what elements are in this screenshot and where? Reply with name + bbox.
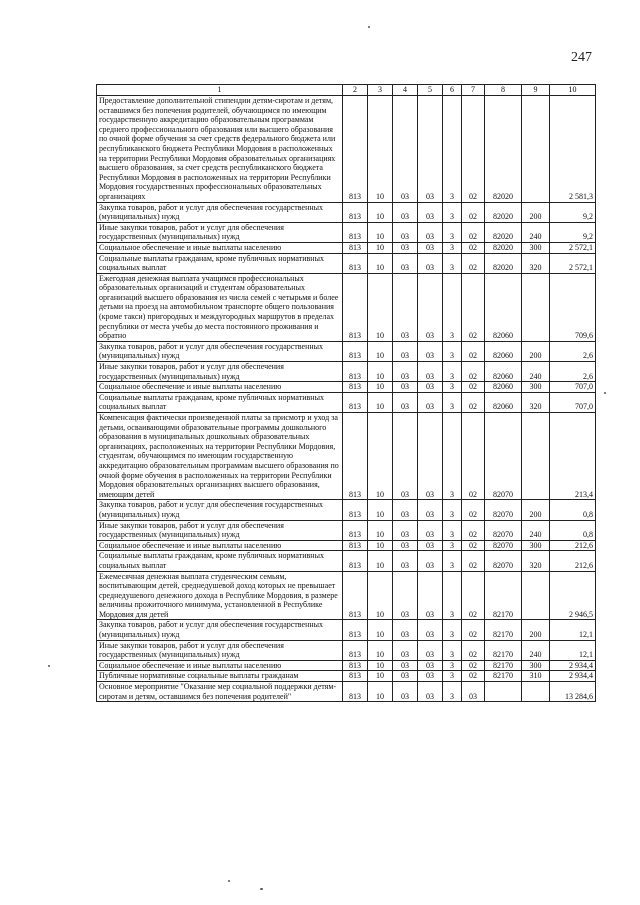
row-amount: 13 284,6 xyxy=(550,682,596,702)
cell-code: 813 xyxy=(343,682,368,702)
row-amount: 2,6 xyxy=(550,362,596,382)
row-description: Компенсация фактически произведенной платы за присмотр и уход за детьми, осваивающими образовательные программы дошкольного образования в муниципальных дошкольных образовательных организациях, расположенных на территории Республики Мордовия, студентам, обучающимся по имеющим государственную аккредитацию образовательным программам высшего образования по очной форме обучения в расположенных на территории Республики Мордовия образовательных организациях высшего образования, имеющим детей xyxy=(97,413,343,500)
cell-code: 03 xyxy=(393,202,418,222)
row-amount: 2 946,5 xyxy=(550,571,596,620)
cell-code: 82070 xyxy=(485,551,522,571)
row-description: Публичные нормативные социальные выплаты гражданам xyxy=(97,671,343,682)
row-description: Закупка товаров, работ и услуг для обеспечения государственных (муниципальных) нужд xyxy=(97,620,343,640)
row-description: Закупка товаров, работ и услуг для обеспечения государственных (муниципальных) нужд xyxy=(97,202,343,222)
table-row xyxy=(97,640,596,660)
cell-code: 10 xyxy=(368,671,393,682)
row-amount: 12,1 xyxy=(550,620,596,640)
cell-code: 3 xyxy=(443,671,462,682)
cell-code: 03 xyxy=(418,671,443,682)
cell-code: 03 xyxy=(418,660,443,671)
cell-code: 3 xyxy=(443,682,462,702)
column-header: 8 xyxy=(485,85,522,96)
cell-code: 03 xyxy=(393,96,418,203)
cell-code: 300 xyxy=(522,242,550,253)
row-description: Социальное обеспечение и иные выплаты населению xyxy=(97,382,343,393)
cell-code: 82060 xyxy=(485,382,522,393)
cell-code: 10 xyxy=(368,96,393,203)
cell-code: 10 xyxy=(368,551,393,571)
cell-code: 10 xyxy=(368,413,393,500)
cell-code: 03 xyxy=(393,540,418,551)
cell-code: 82020 xyxy=(485,222,522,242)
cell-code: 03 xyxy=(393,640,418,660)
cell-code xyxy=(522,571,550,620)
cell-code: 02 xyxy=(462,382,485,393)
table-row xyxy=(97,202,596,222)
cell-code: 82060 xyxy=(485,362,522,382)
budget-table xyxy=(96,84,596,702)
cell-code: 813 xyxy=(343,242,368,253)
cell-code: 813 xyxy=(343,96,368,203)
cell-code: 3 xyxy=(443,620,462,640)
cell-code: 03 xyxy=(418,242,443,253)
cell-code: 03 xyxy=(418,273,443,341)
cell-code: 3 xyxy=(443,660,462,671)
cell-code: 03 xyxy=(418,413,443,500)
cell-code: 300 xyxy=(522,382,550,393)
column-header: 10 xyxy=(550,85,596,96)
cell-code: 813 xyxy=(343,392,368,412)
cell-code: 82170 xyxy=(485,671,522,682)
cell-code: 10 xyxy=(368,273,393,341)
row-amount: 709,6 xyxy=(550,273,596,341)
cell-code: 240 xyxy=(522,640,550,660)
table-row xyxy=(97,382,596,393)
cell-code: 03 xyxy=(418,253,443,273)
row-amount: 213,4 xyxy=(550,413,596,500)
cell-code: 320 xyxy=(522,392,550,412)
table-row xyxy=(97,413,596,500)
cell-code: 10 xyxy=(368,253,393,273)
row-amount: 707,0 xyxy=(550,392,596,412)
cell-code: 03 xyxy=(418,551,443,571)
cell-code: 82170 xyxy=(485,571,522,620)
cell-code: 02 xyxy=(462,671,485,682)
cell-code: 03 xyxy=(418,202,443,222)
cell-code: 3 xyxy=(443,253,462,273)
cell-code: 03 xyxy=(393,253,418,273)
table-row xyxy=(97,253,596,273)
table-row xyxy=(97,551,596,571)
cell-code: 82070 xyxy=(485,540,522,551)
cell-code: 03 xyxy=(393,362,418,382)
table-row xyxy=(97,222,596,242)
column-header: 5 xyxy=(418,85,443,96)
column-header: 2 xyxy=(343,85,368,96)
cell-code: 813 xyxy=(343,520,368,540)
cell-code xyxy=(522,273,550,341)
cell-code: 82020 xyxy=(485,202,522,222)
row-description: Социальные выплаты гражданам, кроме публичных нормативных социальных выплат xyxy=(97,551,343,571)
cell-code: 10 xyxy=(368,392,393,412)
cell-code: 82020 xyxy=(485,242,522,253)
cell-code: 3 xyxy=(443,382,462,393)
cell-code: 10 xyxy=(368,520,393,540)
cell-code: 3 xyxy=(443,500,462,520)
cell-code: 82070 xyxy=(485,413,522,500)
cell-code: 03 xyxy=(418,392,443,412)
cell-code: 03 xyxy=(393,382,418,393)
cell-code: 82060 xyxy=(485,341,522,361)
cell-code: 3 xyxy=(443,413,462,500)
cell-code: 3 xyxy=(443,551,462,571)
cell-code: 813 xyxy=(343,671,368,682)
cell-code: 10 xyxy=(368,500,393,520)
cell-code: 03 xyxy=(393,571,418,620)
cell-code: 82170 xyxy=(485,620,522,640)
cell-code: 03 xyxy=(418,620,443,640)
cell-code: 03 xyxy=(393,341,418,361)
cell-code: 813 xyxy=(343,341,368,361)
cell-code: 3 xyxy=(443,96,462,203)
cell-code: 10 xyxy=(368,682,393,702)
cell-code: 10 xyxy=(368,620,393,640)
cell-code: 03 xyxy=(393,660,418,671)
cell-code: 813 xyxy=(343,202,368,222)
cell-code: 02 xyxy=(462,413,485,500)
cell-code: 03 xyxy=(393,392,418,412)
cell-code: 300 xyxy=(522,540,550,551)
row-description: Социальное обеспечение и иные выплаты населению xyxy=(97,660,343,671)
cell-code: 82020 xyxy=(485,253,522,273)
table-row xyxy=(97,671,596,682)
table-row xyxy=(97,620,596,640)
cell-code: 03 xyxy=(418,500,443,520)
cell-code: 03 xyxy=(393,222,418,242)
row-amount: 0,8 xyxy=(550,500,596,520)
row-description: Ежегодная денежная выплата учащимся профессиональных образовательных организаций и студентам образовательных организаций высшего образования из числа семей с четырьмя и более детьми на проезд на автомобильном транспорте общего пользования (кроме такси) пригородных и междугородных маршрутов в пределах республики от места учебы до места постоянного проживания и обратно xyxy=(97,273,343,341)
row-description: Основное мероприятие "Оказание мер социальной поддержки детям-сиротам и детям, оставшимся без попечения родителей" xyxy=(97,682,343,702)
cell-code: 03 xyxy=(393,551,418,571)
cell-code: 3 xyxy=(443,640,462,660)
row-description: Закупка товаров, работ и услуг для обеспечения государственных (муниципальных) нужд xyxy=(97,341,343,361)
row-amount: 212,6 xyxy=(550,540,596,551)
cell-code: 03 xyxy=(418,640,443,660)
row-amount: 212,6 xyxy=(550,551,596,571)
cell-code: 03 xyxy=(462,682,485,702)
row-description: Ежемесячная денежная выплата студенческим семьям, воспитывающим детей, среднедушевой доход которых не превышает среднедушевого денежного дохода в Республике Мордовия, в размере величины прожиточного минимума, установленной в Республике Мордовия для детей xyxy=(97,571,343,620)
table-row xyxy=(97,96,596,203)
cell-code: 02 xyxy=(462,273,485,341)
cell-code: 240 xyxy=(522,362,550,382)
cell-code: 300 xyxy=(522,660,550,671)
row-description: Иные закупки товаров, работ и услуг для обеспечения государственных (муниципальных) нужд xyxy=(97,222,343,242)
cell-code: 200 xyxy=(522,500,550,520)
cell-code: 3 xyxy=(443,571,462,620)
cell-code xyxy=(485,682,522,702)
cell-code: 10 xyxy=(368,571,393,620)
cell-code: 03 xyxy=(393,620,418,640)
cell-code: 02 xyxy=(462,520,485,540)
cell-code: 02 xyxy=(462,660,485,671)
row-amount: 0,8 xyxy=(550,520,596,540)
cell-code: 813 xyxy=(343,551,368,571)
cell-code: 10 xyxy=(368,660,393,671)
cell-code: 82020 xyxy=(485,96,522,203)
row-description: Социальное обеспечение и иные выплаты населению xyxy=(97,540,343,551)
cell-code: 03 xyxy=(418,571,443,620)
cell-code: 3 xyxy=(443,392,462,412)
cell-code: 02 xyxy=(462,96,485,203)
cell-code: 813 xyxy=(343,620,368,640)
table-row xyxy=(97,242,596,253)
row-amount: 2 934,4 xyxy=(550,671,596,682)
column-header: 1 xyxy=(97,85,343,96)
cell-code: 813 xyxy=(343,571,368,620)
table-row xyxy=(97,273,596,341)
table-row xyxy=(97,520,596,540)
cell-code: 82060 xyxy=(485,273,522,341)
cell-code: 82070 xyxy=(485,520,522,540)
cell-code xyxy=(522,682,550,702)
table-row xyxy=(97,392,596,412)
cell-code: 03 xyxy=(418,362,443,382)
scan-speck xyxy=(368,26,370,28)
cell-code: 03 xyxy=(393,500,418,520)
cell-code: 82170 xyxy=(485,640,522,660)
cell-code: 03 xyxy=(393,273,418,341)
cell-code: 813 xyxy=(343,640,368,660)
row-amount: 2 572,1 xyxy=(550,242,596,253)
table-row xyxy=(97,341,596,361)
cell-code: 02 xyxy=(462,242,485,253)
cell-code: 3 xyxy=(443,362,462,382)
cell-code: 3 xyxy=(443,273,462,341)
cell-code: 03 xyxy=(418,382,443,393)
table-body xyxy=(97,96,596,702)
column-header: 7 xyxy=(462,85,485,96)
cell-code: 10 xyxy=(368,382,393,393)
table-row xyxy=(97,362,596,382)
cell-code: 813 xyxy=(343,500,368,520)
row-amount: 2,6 xyxy=(550,341,596,361)
cell-code: 02 xyxy=(462,640,485,660)
cell-code: 10 xyxy=(368,202,393,222)
column-header: 6 xyxy=(443,85,462,96)
row-description: Социальное обеспечение и иные выплаты населению xyxy=(97,242,343,253)
cell-code: 813 xyxy=(343,660,368,671)
cell-code: 03 xyxy=(418,96,443,203)
cell-code: 3 xyxy=(443,202,462,222)
cell-code: 82170 xyxy=(485,660,522,671)
cell-code: 3 xyxy=(443,341,462,361)
row-description: Иные закупки товаров, работ и услуг для обеспечения государственных (муниципальных) нужд xyxy=(97,640,343,660)
table-row xyxy=(97,571,596,620)
row-amount: 9,2 xyxy=(550,222,596,242)
row-amount: 9,2 xyxy=(550,202,596,222)
cell-code: 02 xyxy=(462,392,485,412)
cell-code: 02 xyxy=(462,551,485,571)
cell-code: 03 xyxy=(393,682,418,702)
cell-code: 02 xyxy=(462,253,485,273)
cell-code: 3 xyxy=(443,520,462,540)
cell-code: 310 xyxy=(522,671,550,682)
cell-code: 03 xyxy=(418,540,443,551)
cell-code: 10 xyxy=(368,242,393,253)
cell-code: 813 xyxy=(343,382,368,393)
cell-code: 02 xyxy=(462,540,485,551)
cell-code: 82070 xyxy=(485,500,522,520)
cell-code: 02 xyxy=(462,202,485,222)
row-description: Закупка товаров, работ и услуг для обеспечения государственных (муниципальных) нужд xyxy=(97,500,343,520)
row-description: Предоставление дополнительной стипендии детям-сиротам и детям, оставшимся без попечения родителей, обучающимся по имеющим государственную аккредитацию образовательным программам среднего профессионального образования или высшего образования по очной форме обучения за счет средств федерального бюджета или республиканского бюджета Республики Мордовия в расположенных на территории Республики Мордовия образовательных организациях высшего образования, за счет средств республиканского бюджета Республики Мордовия в расположенных на территории Республики Мордовия государственных профессиональных образовательных организациях xyxy=(97,96,343,203)
cell-code: 320 xyxy=(522,253,550,273)
cell-code: 03 xyxy=(393,520,418,540)
table-header-row xyxy=(97,85,596,96)
scan-speck xyxy=(228,880,230,882)
column-header: 9 xyxy=(522,85,550,96)
table-row xyxy=(97,660,596,671)
cell-code: 10 xyxy=(368,341,393,361)
cell-code: 3 xyxy=(443,540,462,551)
scan-speck xyxy=(48,665,50,667)
page-number: 247 xyxy=(571,50,592,65)
cell-code: 813 xyxy=(343,413,368,500)
cell-code: 02 xyxy=(462,222,485,242)
cell-code: 813 xyxy=(343,253,368,273)
cell-code: 03 xyxy=(418,682,443,702)
cell-code: 02 xyxy=(462,620,485,640)
cell-code: 813 xyxy=(343,362,368,382)
row-amount: 12,1 xyxy=(550,640,596,660)
row-description: Социальные выплаты гражданам, кроме публичных нормативных социальных выплат xyxy=(97,253,343,273)
cell-code xyxy=(522,96,550,203)
table-row xyxy=(97,500,596,520)
column-header: 4 xyxy=(393,85,418,96)
column-header: 3 xyxy=(368,85,393,96)
cell-code: 10 xyxy=(368,362,393,382)
row-amount: 2 934,4 xyxy=(550,660,596,671)
row-description: Иные закупки товаров, работ и услуг для обеспечения государственных (муниципальных) нужд xyxy=(97,362,343,382)
cell-code xyxy=(522,413,550,500)
cell-code: 82060 xyxy=(485,392,522,412)
row-amount: 2 581,3 xyxy=(550,96,596,203)
cell-code: 03 xyxy=(393,413,418,500)
cell-code: 03 xyxy=(418,520,443,540)
cell-code: 240 xyxy=(522,520,550,540)
row-amount: 2 572,1 xyxy=(550,253,596,273)
cell-code: 02 xyxy=(462,362,485,382)
cell-code: 813 xyxy=(343,222,368,242)
cell-code: 200 xyxy=(522,620,550,640)
cell-code: 10 xyxy=(368,222,393,242)
table-row xyxy=(97,540,596,551)
cell-code: 03 xyxy=(393,242,418,253)
cell-code: 10 xyxy=(368,540,393,551)
cell-code: 3 xyxy=(443,222,462,242)
cell-code: 200 xyxy=(522,202,550,222)
cell-code: 240 xyxy=(522,222,550,242)
row-amount: 707,0 xyxy=(550,382,596,393)
cell-code: 813 xyxy=(343,540,368,551)
cell-code: 03 xyxy=(393,671,418,682)
cell-code: 03 xyxy=(418,222,443,242)
row-description: Иные закупки товаров, работ и услуг для обеспечения государственных (муниципальных) нужд xyxy=(97,520,343,540)
cell-code: 02 xyxy=(462,571,485,620)
row-description: Социальные выплаты гражданам, кроме публичных нормативных социальных выплат xyxy=(97,392,343,412)
cell-code: 02 xyxy=(462,500,485,520)
cell-code: 03 xyxy=(418,341,443,361)
cell-code: 02 xyxy=(462,341,485,361)
cell-code: 3 xyxy=(443,242,462,253)
table-row xyxy=(97,682,596,702)
scan-speck xyxy=(604,392,606,394)
cell-code: 200 xyxy=(522,341,550,361)
cell-code: 320 xyxy=(522,551,550,571)
cell-code: 10 xyxy=(368,640,393,660)
scan-speck xyxy=(260,888,263,890)
cell-code: 813 xyxy=(343,273,368,341)
